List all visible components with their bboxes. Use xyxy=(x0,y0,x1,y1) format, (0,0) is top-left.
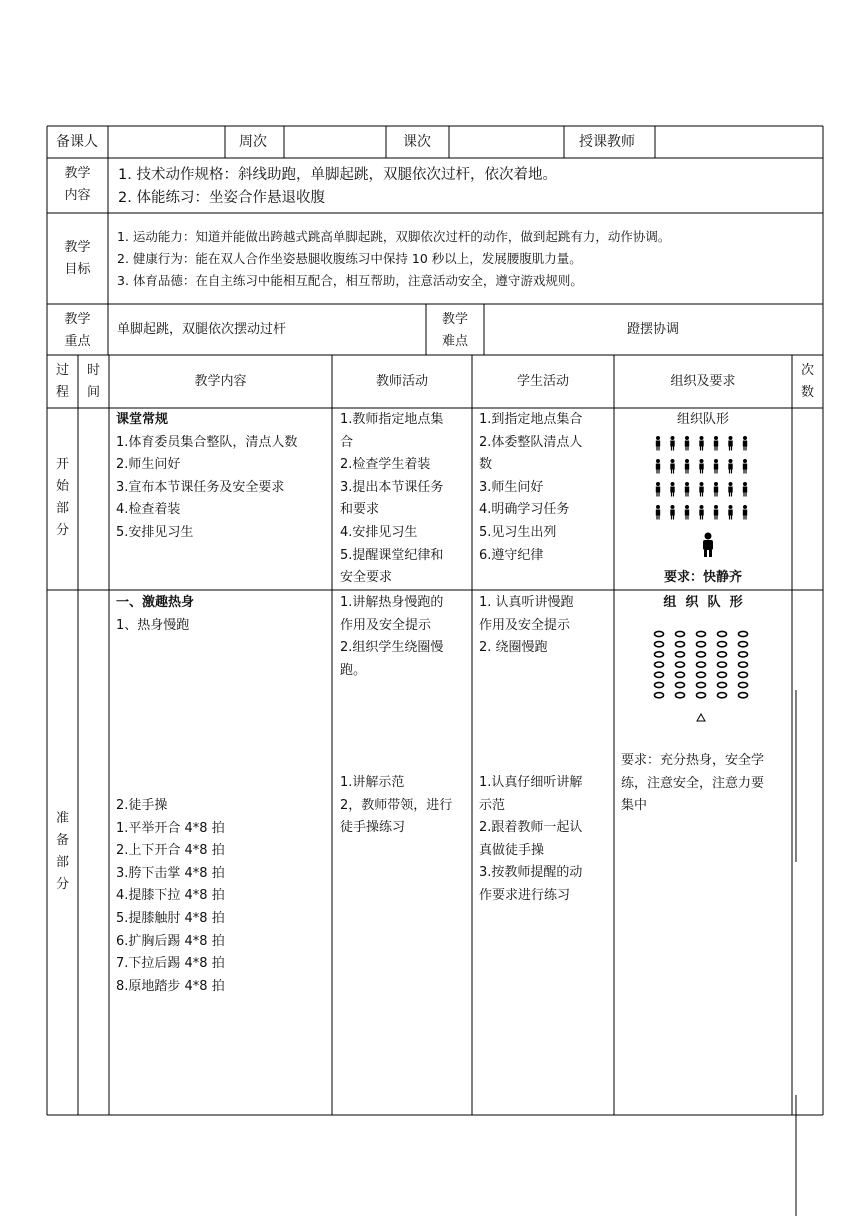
start-student-line: 数 xyxy=(479,457,493,473)
prep-student-drill xyxy=(479,772,582,908)
prep-org-requirement xyxy=(621,750,764,818)
col-process-line-1: 过 xyxy=(55,363,69,378)
prep-student-line: 作要求进行练习 xyxy=(479,887,571,903)
col-count-line-2: 数 xyxy=(800,385,814,400)
objective-item-1: 1. 运动能力：知道并能做出跨越式跳高单脚起跳，双脚依次过杆的动作，做到起跳有力，动作协调。 xyxy=(117,229,671,244)
prep-drill-item: 3.胯下击掌 4*8 拍 xyxy=(116,865,225,881)
start-teacher-line: 5.提醒课堂纪律和 xyxy=(340,547,444,563)
student-figure-icon xyxy=(670,505,674,520)
student-oval-icon xyxy=(718,693,727,698)
start-teacher-line: 合 xyxy=(340,434,354,450)
student-figure-icon xyxy=(743,436,747,451)
prep-phase-char: 部 xyxy=(55,855,69,870)
content-item-2: 2. 体能练习：坐姿合作悬退收腹 xyxy=(118,190,325,206)
difficulty-label-line-2: 难点 xyxy=(441,334,468,349)
start-teacher xyxy=(340,409,443,590)
col-student: 学生活动 xyxy=(516,374,569,389)
start-teacher-line: 1.教师指定地点集 xyxy=(340,412,444,427)
prep-phase-char: 分 xyxy=(55,877,69,892)
prep-drill-item: 1.平举开合 4*8 拍 xyxy=(116,820,225,836)
prep-teacher-line: 1.讲解示范 xyxy=(340,775,405,790)
prep-drill-item: 2.上下开合 4*8 拍 xyxy=(116,843,225,859)
teacher-input[interactable] xyxy=(656,127,822,157)
student-oval-icon xyxy=(718,631,727,636)
prep-drill-item: 7.下拉后踢 4*8 拍 xyxy=(116,956,225,972)
col-organization: 组织及要求 xyxy=(670,374,736,389)
prep-drill-item: 6.扩胸后踢 4*8 拍 xyxy=(116,933,225,949)
col-process-line-2: 程 xyxy=(55,385,69,400)
prep-warmup xyxy=(116,592,194,637)
student-oval-icon xyxy=(739,693,748,698)
col-time-line-2: 间 xyxy=(86,385,100,400)
student-figure-icon xyxy=(714,482,718,497)
start-phase-label xyxy=(47,454,78,542)
start-phase-char: 分 xyxy=(55,523,69,538)
student-oval-icon xyxy=(676,693,685,698)
student-oval-icon xyxy=(676,672,685,677)
student-oval-icon xyxy=(697,682,706,687)
student-oval-icon xyxy=(655,642,664,647)
col-time-line-1: 时 xyxy=(86,363,100,378)
prep-drill xyxy=(116,795,225,998)
prep-teacher-line: 2，教师带领，进行 xyxy=(340,797,453,813)
student-oval-icon xyxy=(676,662,685,667)
student-oval-icon xyxy=(676,652,685,657)
student-oval-icon xyxy=(697,693,706,698)
prep-phase-char: 准 xyxy=(55,811,69,826)
student-oval-icon xyxy=(718,642,727,647)
student-figure-icon xyxy=(743,482,747,497)
student-oval-icon xyxy=(718,662,727,667)
student-figure-icon xyxy=(670,436,674,451)
student-figure-icon xyxy=(685,436,689,451)
student-figure-icon xyxy=(699,505,703,520)
start-content-item: 2.师生问好 xyxy=(116,457,181,473)
week-input[interactable] xyxy=(285,127,385,157)
prep-drill-item: 4.提膝下拉 4*8 拍 xyxy=(116,888,225,904)
prep-student-line: 示范 xyxy=(479,797,506,813)
student-oval-icon xyxy=(697,662,706,667)
start-content-item: 1.体育委员集合整队，清点人数 xyxy=(116,434,298,450)
prep-org-title: 组 织 队 形 xyxy=(663,595,743,610)
student-figure-icon xyxy=(728,482,732,497)
student-figure-icon xyxy=(699,482,703,497)
difficulty-value: 蹬摆协调 xyxy=(626,322,679,337)
content-label-line-2: 内容 xyxy=(64,188,91,203)
prep-student-line: 作用及安全提示 xyxy=(479,617,571,633)
student-figure-icon xyxy=(714,459,718,474)
prep-student-line: 1.认真仔细听讲解 xyxy=(479,775,583,790)
preparer-input[interactable] xyxy=(109,127,224,157)
student-oval-icon xyxy=(655,652,664,657)
difficulty-label-line-1: 教学 xyxy=(441,312,468,327)
content-label xyxy=(47,163,108,207)
prep-org-requirement-line: 练，注意安全，注意力要 xyxy=(621,775,765,791)
prep-org-requirement-line: 要求：充分热身，安全学 xyxy=(621,753,765,768)
col-process xyxy=(47,360,78,404)
start-phase-char: 始 xyxy=(55,479,69,494)
student-figure-icon xyxy=(728,505,732,520)
prep-teacher-line: 跑。 xyxy=(340,662,367,678)
student-oval-icon xyxy=(739,662,748,667)
start-formation-diagram xyxy=(614,432,792,562)
student-oval-icon xyxy=(718,672,727,677)
student-oval-icon xyxy=(655,662,664,667)
student-figure-icon xyxy=(685,459,689,474)
student-oval-icon xyxy=(697,631,706,636)
prep-warmup-title: 一、激趣热身 xyxy=(116,595,195,610)
start-teacher-line: 和要求 xyxy=(340,502,380,518)
objective-item-3: 3. 体育品德：在自主练习中能相互配合，相互帮助，注意活动安全，遵守游戏规则。 xyxy=(117,273,583,288)
start-teacher-line: 安全要求 xyxy=(340,570,393,586)
student-figure-icon xyxy=(685,482,689,497)
student-figure-icon xyxy=(728,459,732,474)
prep-student-line: 3.按教师提醒的动 xyxy=(479,865,583,881)
student-oval-icon xyxy=(697,642,706,647)
start-teacher-line: 4.安排见习生 xyxy=(340,524,418,540)
start-org-requirement: 要求：快静齐 xyxy=(663,570,742,585)
start-student xyxy=(479,409,582,567)
student-oval-icon xyxy=(739,672,748,677)
start-teacher-line: 2.检查学生着装 xyxy=(340,457,431,473)
prep-student-line: 2.跟着教师一起认 xyxy=(479,820,583,836)
week-label: 周次 xyxy=(239,134,267,150)
student-figure-icon xyxy=(656,482,660,497)
prep-student-line: 2. 绕圈慢跑 xyxy=(479,640,548,656)
prep-student-warmup xyxy=(479,592,574,660)
content-label-line-1: 教学 xyxy=(64,166,91,181)
student-figure-icon xyxy=(670,482,674,497)
lesson-no-input[interactable] xyxy=(450,127,563,157)
student-oval-icon xyxy=(655,693,664,698)
student-oval-icon xyxy=(739,682,748,687)
prep-teacher-line: 2.组织学生绕圈慢 xyxy=(340,640,444,656)
prep-drill-item: 8.原地踏步 4*8 拍 xyxy=(116,978,225,994)
key-points-value: 单脚起跳，双腿依次摆动过杆 xyxy=(117,322,287,337)
start-student-line: 3.师生问好 xyxy=(479,479,544,495)
objective-item-2: 2. 健康行为：能在双人合作坐姿悬腿收腹练习中保持 10 秒以上，发展腰腹肌力量。 xyxy=(117,251,582,266)
prep-teacher-drill xyxy=(340,772,452,840)
start-phase-char: 部 xyxy=(55,501,69,516)
prep-teacher-line: 作用及安全提示 xyxy=(340,617,432,633)
prep-warmup-item: 1、热身慢跑 xyxy=(116,617,190,633)
student-oval-icon xyxy=(655,682,664,687)
content-item-1: 1. 技术动作规格：斜线助跑，单脚起跳，双腿依次过杆，依次着地。 xyxy=(118,167,557,183)
student-figure-icon xyxy=(743,505,747,520)
prep-student-line: 1. 认真听讲慢跑 xyxy=(479,595,574,610)
student-figure-icon xyxy=(714,505,718,520)
student-figure-icon xyxy=(699,459,703,474)
start-student-line: 4.明确学习任务 xyxy=(479,502,570,518)
student-oval-icon xyxy=(739,642,748,647)
prep-teacher-warmup xyxy=(340,592,443,682)
student-oval-icon xyxy=(697,652,706,657)
objectives-label-line-1: 教学 xyxy=(64,240,91,255)
col-content: 教学内容 xyxy=(194,374,247,389)
start-student-line: 6.遵守纪律 xyxy=(479,547,544,563)
student-oval-icon xyxy=(676,631,685,636)
teacher-figure-icon xyxy=(703,533,713,558)
start-content-item: 4.检查着装 xyxy=(116,502,181,518)
student-figure-icon xyxy=(656,505,660,520)
student-oval-icon xyxy=(718,682,727,687)
prep-formation-diagram xyxy=(614,626,792,726)
start-student-line: 5.见习生出列 xyxy=(479,524,557,540)
student-oval-icon xyxy=(739,631,748,636)
start-org-title: 组织队形 xyxy=(676,412,729,427)
key-points-label xyxy=(47,309,108,353)
key-points-label-line-1: 教学 xyxy=(64,312,91,327)
student-figure-icon xyxy=(714,436,718,451)
student-figure-icon xyxy=(656,436,660,451)
start-content-title: 课堂常规 xyxy=(116,412,169,427)
col-teacher: 教师活动 xyxy=(375,374,428,389)
prep-drill-title: 2.徒手操 xyxy=(116,798,168,813)
objectives-label xyxy=(47,237,108,281)
objectives-label-line-2: 目标 xyxy=(64,262,91,277)
start-student-line: 1.到指定地点集合 xyxy=(479,412,583,427)
prep-phase-char: 备 xyxy=(55,833,69,848)
start-content-item: 5.安排见习生 xyxy=(116,524,194,540)
student-figure-icon xyxy=(743,459,747,474)
student-figure-icon xyxy=(728,436,732,451)
key-points-label-line-2: 重点 xyxy=(64,334,91,349)
start-phase-char: 开 xyxy=(55,457,69,472)
start-content xyxy=(116,409,297,545)
col-count-line-1: 次 xyxy=(800,363,814,378)
student-oval-icon xyxy=(676,642,685,647)
student-oval-icon xyxy=(655,672,664,677)
student-figure-icon xyxy=(670,459,674,474)
start-student-line: 2.体委整队清点人 xyxy=(479,434,583,450)
col-count xyxy=(792,360,823,404)
student-oval-icon xyxy=(739,652,748,657)
student-oval-icon xyxy=(676,682,685,687)
teacher-label: 授课教师 xyxy=(579,134,635,150)
difficulty-label xyxy=(426,309,484,353)
prep-phase-label xyxy=(47,808,78,896)
col-time xyxy=(78,360,109,404)
prep-drill-item: 5.提膝触肘 4*8 拍 xyxy=(116,910,225,926)
prep-org-requirement-line: 集中 xyxy=(621,798,648,814)
prep-teacher-line: 徒手操练习 xyxy=(340,820,406,836)
student-oval-icon xyxy=(718,652,727,657)
prep-teacher-line: 1.讲解热身慢跑的 xyxy=(340,595,444,610)
start-teacher-line: 3.提出本节课任务 xyxy=(340,479,444,495)
teacher-triangle-icon xyxy=(697,714,705,721)
student-oval-icon xyxy=(697,672,706,677)
student-oval-icon xyxy=(655,631,664,636)
student-figure-icon xyxy=(656,459,660,474)
preparer-label: 备课人 xyxy=(56,134,98,150)
student-figure-icon xyxy=(699,436,703,451)
student-figure-icon xyxy=(685,505,689,520)
prep-student-line: 真做徒手操 xyxy=(479,842,545,858)
lesson-no-label: 课次 xyxy=(403,134,431,150)
start-content-item: 3.宣布本节课任务及安全要求 xyxy=(116,479,285,495)
